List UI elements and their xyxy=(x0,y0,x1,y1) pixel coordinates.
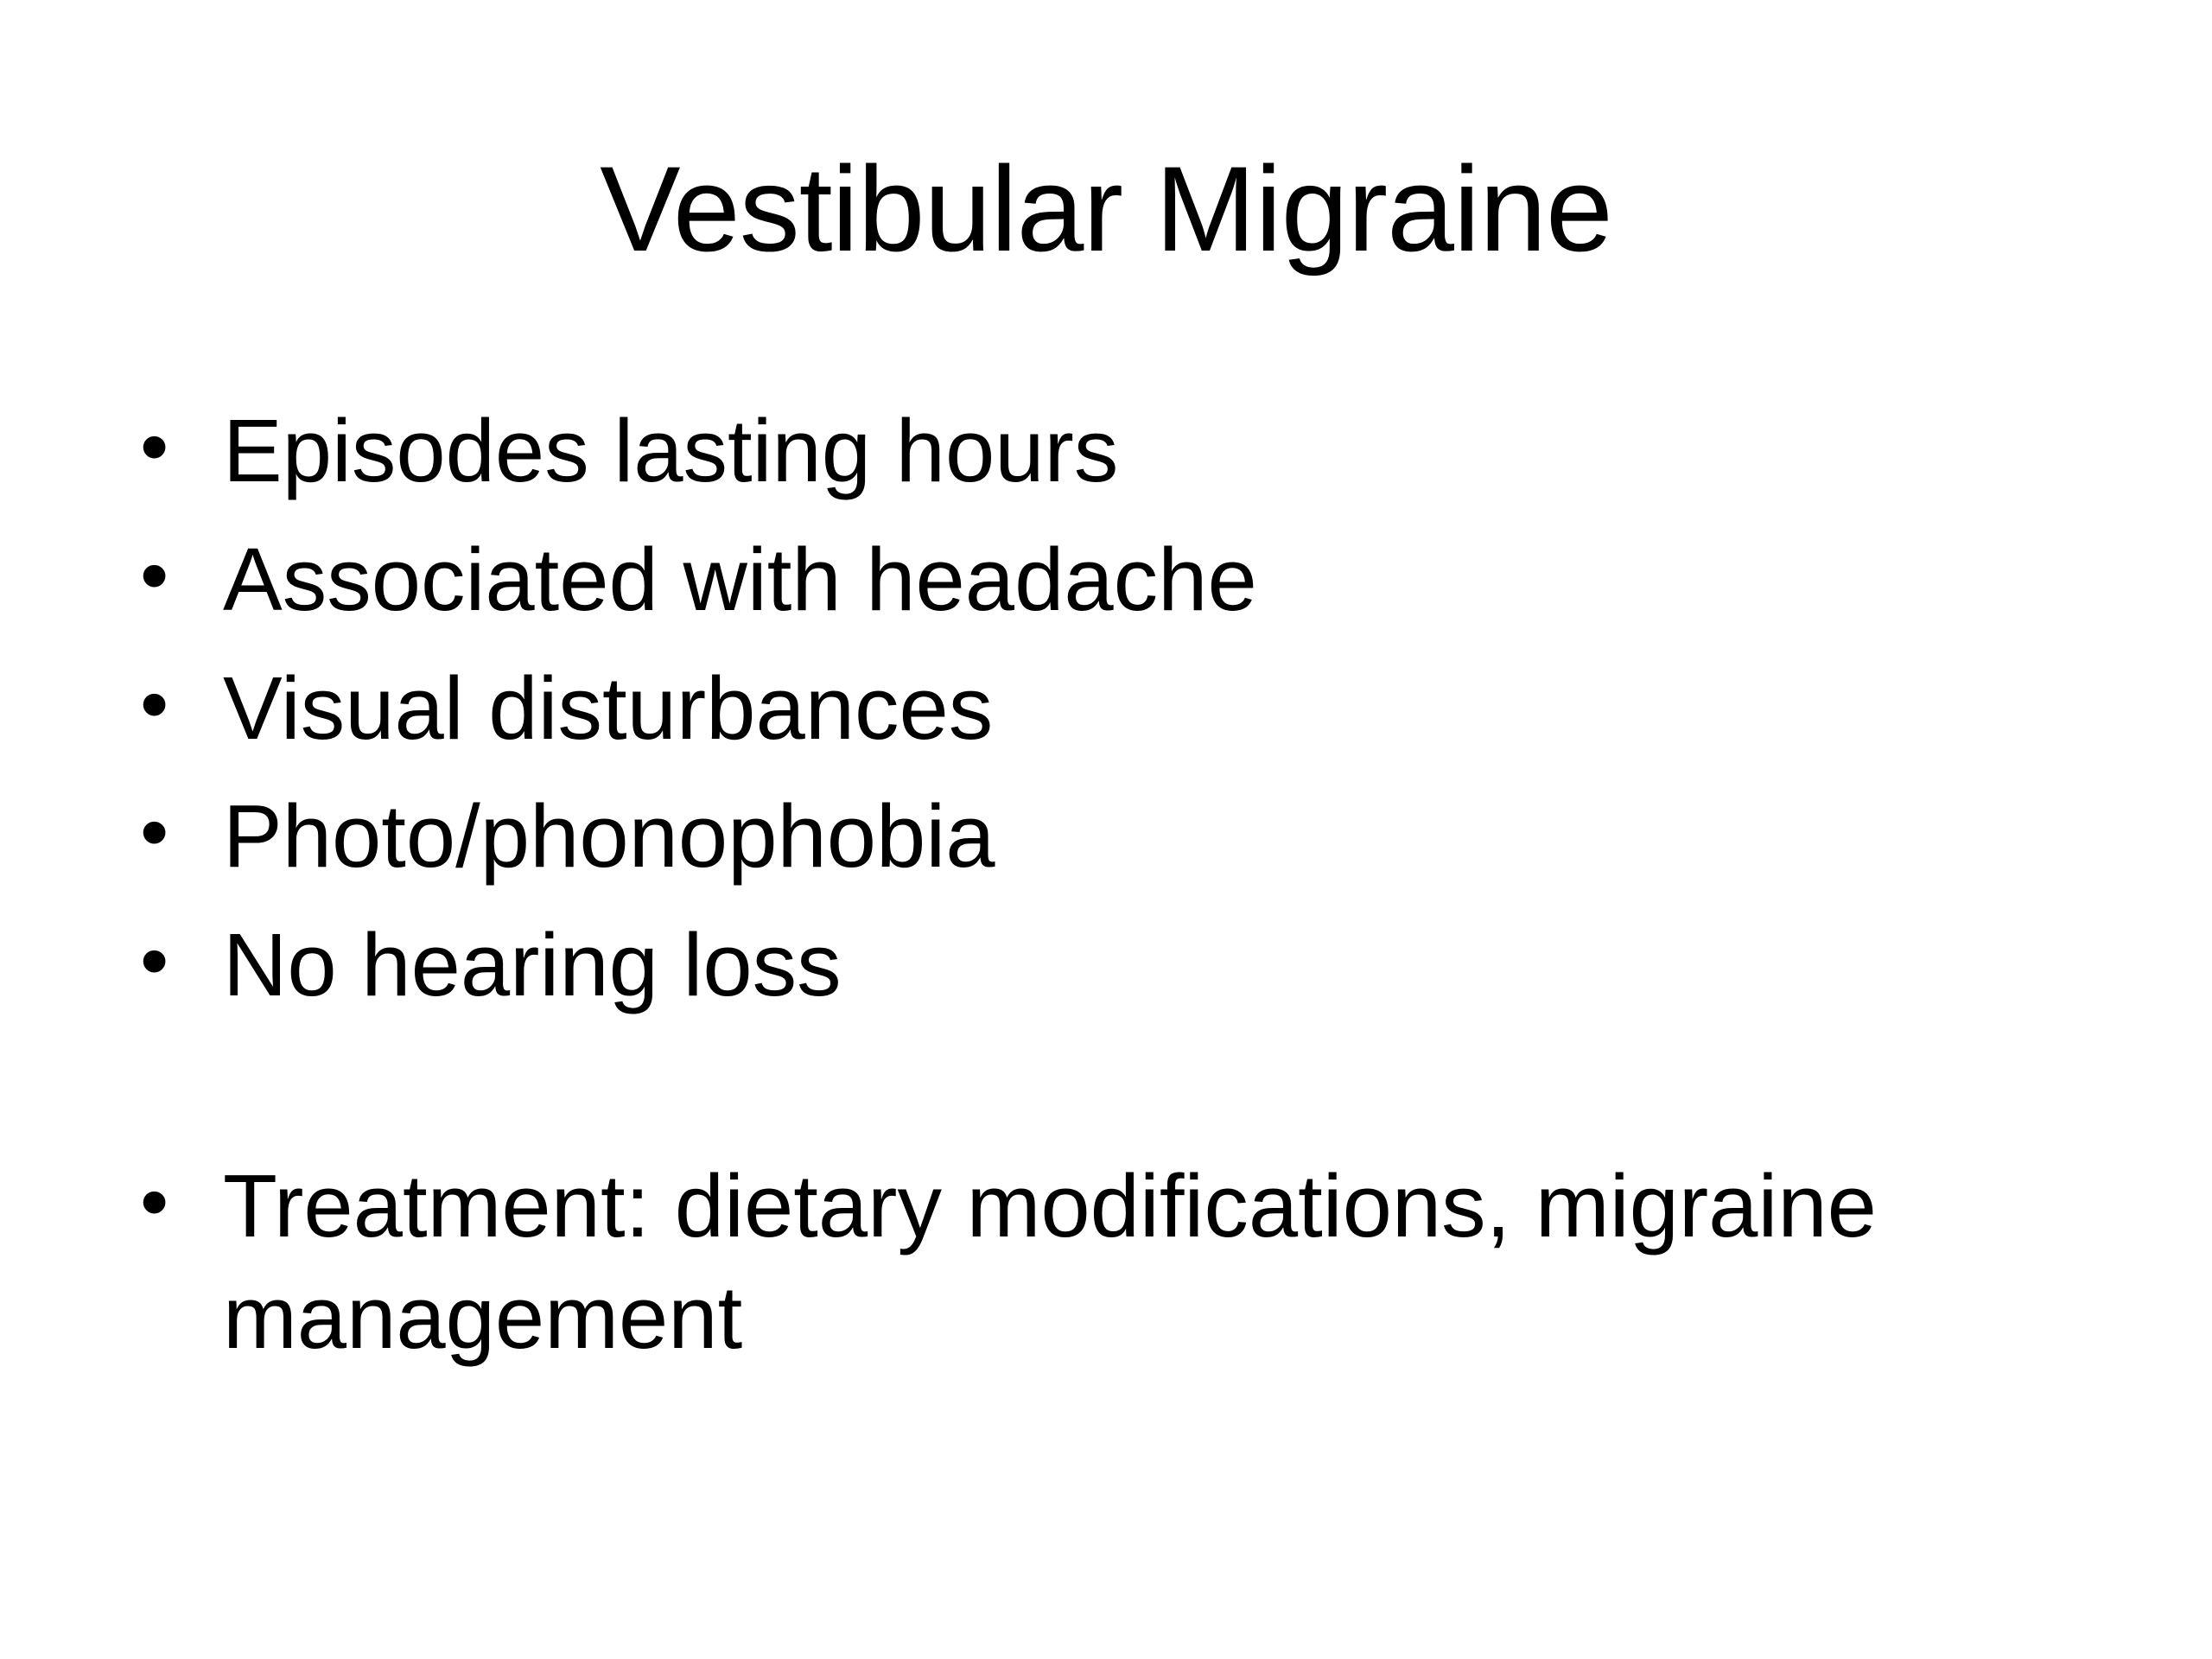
bullet-text: No hearing loss xyxy=(223,915,842,1014)
bullet-icon: • xyxy=(140,1155,169,1248)
list-item xyxy=(140,781,2171,893)
slide-title: Vestibular Migraine xyxy=(600,141,1612,276)
list-item xyxy=(140,396,2171,507)
bullet-text: Photo/phonophobia xyxy=(223,786,995,887)
bullet-icon: • xyxy=(140,915,169,1007)
list-item xyxy=(140,653,2171,765)
bullet-text: Episodes lasting hours xyxy=(223,401,1119,500)
list-item xyxy=(140,524,2171,636)
bullet-icon: • xyxy=(140,786,169,879)
bullet-icon: • xyxy=(140,529,169,621)
list-item xyxy=(140,1151,2171,1374)
bullet-text: Treatment: dietary modifications, migraine management xyxy=(223,1155,1877,1367)
bullet-list xyxy=(140,396,2171,1390)
bullet-icon: • xyxy=(140,658,169,750)
bullet-text: Visual disturbances xyxy=(223,658,994,758)
list-item xyxy=(140,910,2171,1021)
bullet-icon: • xyxy=(140,401,169,493)
bullet-text: Associated with headache xyxy=(223,529,1257,629)
